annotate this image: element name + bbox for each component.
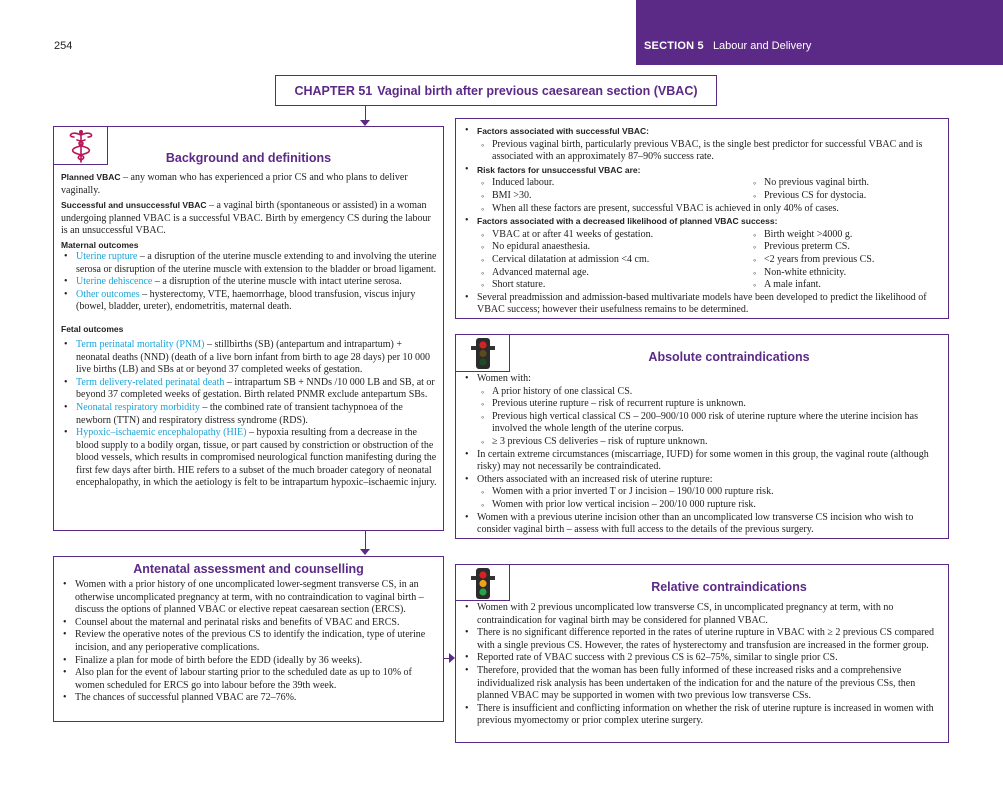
outcome-term: Other outcomes <box>76 288 140 300</box>
absolute-contraindications-box <box>455 334 949 539</box>
list-item <box>61 276 437 289</box>
outcome-text: – hysterectomy, VTE, haemorrhage, blood transfusion, viscus injury (bowel, bladder, ureter), endometritis, maternal death. <box>76 288 416 313</box>
list-item: ◦ Non-white ethnicity. <box>734 267 942 280</box>
fetal-outcomes-list <box>61 339 437 490</box>
outcome-term: Hypoxic–ischaemic encephalopathy (HIE) <box>76 427 247 439</box>
list-item: ◦ ≥ 3 previous CS deliveries – risk of rupture unknown. <box>462 436 942 449</box>
absolute-list <box>462 373 942 537</box>
list-item <box>462 125 942 139</box>
absolute-title: Absolute contraindications <box>648 350 810 364</box>
list-item: ◦ Previous vaginal birth, particularly previous VBAC, is the single best predictor for successful VBAC and is associated with an approximately 87–90% success rate. <box>462 139 942 164</box>
list-item <box>462 215 942 229</box>
list-item: • Women with a previous uterine incision other than an uncomplicated low transverse CS incision who wish to consider vaginal birth – assess with full access to the details of the previous surgery. <box>462 512 942 537</box>
planned-vbac-term: Planned VBAC <box>61 172 121 182</box>
antenatal-title: Antenatal assessment and counselling <box>133 562 364 576</box>
list-item: ◦ Women with prior low vertical incision – 200/10 000 rupture risk. <box>462 499 942 512</box>
vbac-factors-box <box>455 118 949 319</box>
list-item: • Reported rate of VBAC success with 2 previous CS is 62–75%, similar to single prior CS. <box>462 652 942 665</box>
fetal-outcomes-heading: Fetal outcomes <box>61 323 124 334</box>
list-item: ◦ No previous vaginal birth. <box>734 177 942 190</box>
list-item: ◦ Induced labour. <box>462 177 734 190</box>
decreased-factors-columns <box>462 229 942 292</box>
outcome-text: – a disruption of the uterine muscle with intact uterine serosa. <box>152 276 402 288</box>
planned-vbac-definition <box>61 171 437 197</box>
outcome-text: – a disruption of the uterine muscle extending to and involving the uterine serosa or disruption of the uterine muscle with extension to the bladder or broad ligament. <box>76 250 437 275</box>
outcome-term: Term perinatal mortality (PNM) <box>76 338 205 350</box>
list-item <box>61 289 437 314</box>
list-item <box>61 377 437 402</box>
list-item: ◦ BMI >30. <box>462 190 734 203</box>
chapter-title-box <box>275 75 717 106</box>
success-factors-label: Factors associated with successful VBAC: <box>477 126 649 136</box>
list-item <box>61 402 437 427</box>
list-item: ◦ Previous CS for dystocia. <box>734 190 942 203</box>
traffic-light-icon-frame <box>456 565 510 601</box>
background-title: Background and definitions <box>165 151 332 165</box>
maternal-outcomes-heading: Maternal outcomes <box>61 239 139 250</box>
traffic-light-icon <box>456 335 510 372</box>
relative-contraindications-box <box>455 564 949 743</box>
outcome-text: – intrapartum SB + NNDs /10 000 LB and SB, at or beyond 37 completed weeks of gestation. Birth related PNMR exclude antepartum SBs. <box>76 376 435 401</box>
list-item: ◦ When all these factors are present, successful VBAC is achieved in only 40% of cases. <box>462 203 942 216</box>
risk-factors-left <box>462 177 734 202</box>
section-title: Labour and Delivery <box>712 40 812 52</box>
list-item: • Finalize a plan for mode of birth before the EDD (ideally by 36 weeks). <box>60 655 437 668</box>
list-item: • Women with a prior history of one uncomplicated lower-segment transverse CS, in an otherwise uncomplicated pregnancy at term, with no contraindication to vaginal birth – discuss the options of planned VBAC or elective repeat caesarean section (ERCS). <box>60 579 437 617</box>
list-item: • Review the operative notes of the previous CS to identify the indication, type of uterine incision, and any perioperative complications. <box>60 629 437 654</box>
section-header <box>636 0 1003 65</box>
list-item: ◦ VBAC at or after 41 weeks of gestation. <box>462 229 734 242</box>
section-number: SECTION 5 <box>644 40 704 52</box>
list-item: ◦ Birth weight >4000 g. <box>734 229 942 242</box>
list-item: ◦ Previous preterm CS. <box>734 241 942 254</box>
outcome-text: – stillbirths (SB) (antepartum and intrapartum) + neonatal deaths (NND) (death of a live born infant from birth to age 28 days) per 10 000 live births (LB) and SBs at or beyond 37 completed weeks of gestation. <box>76 338 431 376</box>
antenatal-assessment-box <box>53 556 444 722</box>
traffic-light-icon-frame <box>456 335 510 372</box>
outcome-term: Uterine dehiscence <box>76 276 153 288</box>
page-number: 254 <box>54 40 73 52</box>
planned-vbac-text: – any woman who has experienced a prior CS and who plans to deliver vaginally. <box>61 172 408 196</box>
list-item: ◦ Short stature. <box>462 279 734 292</box>
list-item: • Therefore, provided that the woman has been fully informed of these increased risks and a comprehensive individualized risk analysis has been undertaken of the indication for and the nature of the previous CSs, then planned VBAC may be supported in women with two previous low transverse CSs. <box>462 665 942 703</box>
list-item: ◦ A prior history of one classical CS. <box>462 386 942 399</box>
outcome-term: Neonatal respiratory morbidity <box>76 401 200 413</box>
list-item: • There is no significant difference reported in the rates of uterine rupture in VBAC with ≥ 2 previous CS compared with a single previous CS. However, the rates of hysterectomy and transfusion are increased in the former group. <box>462 627 942 652</box>
background-definitions-box <box>53 126 444 531</box>
maternal-outcomes-list <box>61 251 437 314</box>
risk-factors-label: Risk factors for unsuccessful VBAC are: <box>477 164 641 175</box>
outcome-text: – the combined rate of transient tachypnoea of the newborn (TTN) and respiratory distress syndrome (RDS). <box>76 401 403 426</box>
successful-vbac-term: Successful and unsuccessful VBAC <box>61 200 207 211</box>
chapter-title: Vaginal birth after previous caesarean section (VBAC) <box>377 83 698 98</box>
list-item: • Several preadmission and admission-based multivariate models have been developed to predict the likelihood of VBAC success; however their usefulness remains to be determined. <box>462 292 942 317</box>
outcome-text: – hypoxia resulting from a decrease in the blood supply to a bodily organ, tissue, or part caused by constriction or obstruction of the blood vessels, which results in compromised neurological function manifesting during the first few days after birth. HIE refers to a subset of the much broader category of neonatal encephalopathy, in which the aetiology is felt to be intrapartum hypoxic–ischaemic injury. <box>76 427 437 489</box>
risk-factors-columns <box>462 177 942 202</box>
list-item: • Women with: <box>462 373 942 386</box>
antenatal-list <box>60 579 437 705</box>
list-item: ◦ <2 years from previous CS. <box>734 254 942 267</box>
decreased-factors-right <box>734 229 942 292</box>
list-item: • Counsel about the maternal and perinatal risks and benefits of VBAC and ERCS. <box>60 617 437 630</box>
list-item: ◦ Advanced maternal age. <box>462 267 734 280</box>
connector-line <box>365 106 366 121</box>
arrow-down-icon <box>360 549 370 555</box>
list-item: • There is insufficient and conflicting information on whether the risk of uterine rupture is increased in women with previous myomectomy or prior complex uterine surgery. <box>462 703 942 728</box>
chapter-number: CHAPTER 51 <box>294 83 373 98</box>
outcome-term: Term delivery-related perinatal death <box>76 376 225 388</box>
list-item <box>61 251 437 276</box>
list-item: ◦ Previous uterine rupture – risk of recurrent rupture is unknown. <box>462 398 942 411</box>
list-item: • In certain extreme circumstances (miscarriage, IUFD) for some women in this group, the vaginal route (although risky) may not necessarily be contraindicated. <box>462 449 942 474</box>
list-item: • The chances of successful planned VBAC are 72–76%. <box>60 692 437 705</box>
decreased-factors-label: Factors associated with a decreased likelihood of planned VBAC success: <box>477 216 778 227</box>
list-item: ◦ Previous high vertical classical CS – 200–900/10 000 risk of uterine rupture where the uterine incision has involved the whole length of the uterine corpus. <box>462 411 942 436</box>
list-item: ◦ No epidural anaesthesia. <box>462 241 734 254</box>
risk-factors-right <box>734 177 942 202</box>
decreased-factors-left <box>462 229 734 292</box>
list-item <box>61 427 437 490</box>
relative-list <box>462 602 942 728</box>
list-item <box>61 339 437 377</box>
traffic-light-icon <box>456 565 510 601</box>
relative-title: Relative contraindications <box>651 580 807 594</box>
list-item <box>462 164 942 178</box>
connector-line <box>365 530 366 550</box>
successful-vbac-definition <box>61 199 437 238</box>
list-item: • Women with 2 previous uncomplicated low transverse CS, in uncomplicated pregnancy at term, with no contraindication for vaginal birth may be considered for planned VBAC. <box>462 602 942 627</box>
list-item: • Also plan for the event of labour starting prior to the scheduled date as up to 10% of women scheduled for ERCS go into labour before the 39th week. <box>60 667 437 692</box>
list-item: • Others associated with an increased risk of uterine rupture: <box>462 474 942 487</box>
successful-vbac-text: – a vaginal birth (spontaneous or assisted) in a woman undergoing planned VBAC is a successful VBAC. Birth by emergency CS during the labour is an unsuccessful VBAC. <box>61 200 431 237</box>
outcome-term: Uterine rupture <box>76 250 138 262</box>
list-item: ◦ A male infant. <box>734 279 942 292</box>
list-item: ◦ Cervical dilatation at admission <4 cm. <box>462 254 734 267</box>
list-item: ◦ Women with a prior inverted T or J incision – 190/10 000 rupture risk. <box>462 486 942 499</box>
vbac-factors-list <box>462 125 942 317</box>
